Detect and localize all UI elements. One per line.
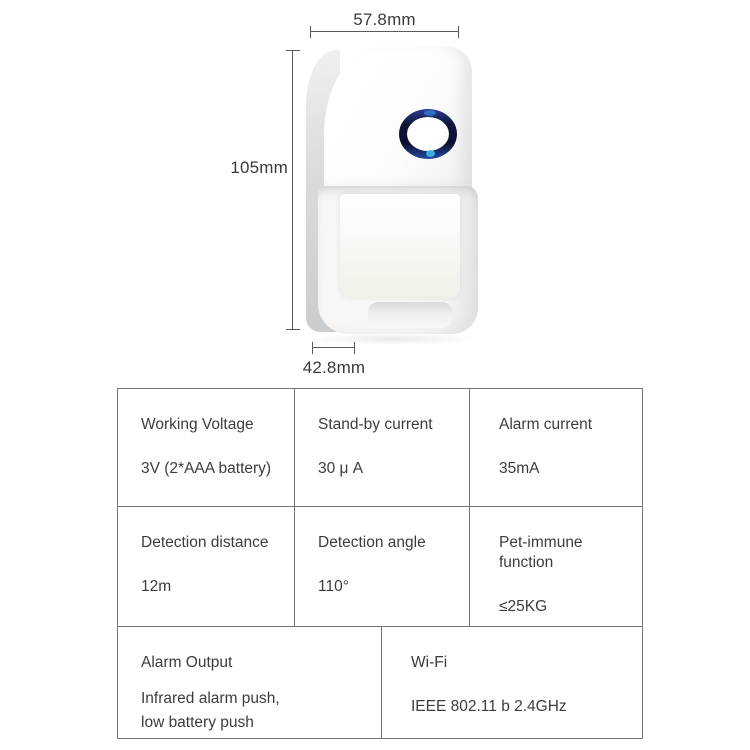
dimension-height-label: 105mm <box>230 158 288 177</box>
spec-label: Detection angle <box>318 534 426 551</box>
spec-table-row-2 <box>118 506 642 626</box>
led-glint-top <box>424 110 436 116</box>
spec-label: Alarm current <box>499 416 593 433</box>
dimension-bottom-width-line <box>312 347 355 348</box>
spec-cell-alarm-current <box>469 389 642 506</box>
spec-value: 110° <box>318 578 349 595</box>
spec-value-line-2: low battery push <box>141 714 254 731</box>
spec-cell-detection-angle <box>294 507 469 626</box>
dimension-top-width-line <box>310 31 459 32</box>
spec-label: Working Voltage <box>141 416 254 433</box>
spec-table-row-3 <box>118 626 642 738</box>
spec-label: Alarm Output <box>141 654 233 671</box>
led-glint-bottom <box>426 150 435 157</box>
spec-cell-standby-current <box>294 389 469 506</box>
spec-label: Wi-Fi <box>411 654 448 671</box>
spec-cell-working-voltage <box>118 389 294 506</box>
spec-value: IEEE 802.11 b 2.4GHz <box>411 698 567 715</box>
spec-label: Detection distance <box>141 534 269 551</box>
spec-cell-alarm-output <box>118 627 381 738</box>
spec-table <box>117 388 643 739</box>
led-indicator-center <box>407 117 449 151</box>
device-bottom-window <box>368 302 452 328</box>
spec-label: Stand-by current <box>318 416 433 433</box>
spec-value <box>141 687 373 735</box>
spec-table-row-1 <box>118 389 642 506</box>
spec-cell-wifi <box>381 627 642 738</box>
spec-cell-detection-distance <box>118 507 294 626</box>
dimension-bottom-width-label: 42.8mm <box>302 358 366 377</box>
dimension-top-width-label: 57.8mm <box>353 10 416 29</box>
spec-value: 12m <box>141 578 172 595</box>
spec-value-line-1: Infrared alarm push, <box>141 690 280 707</box>
spec-value: ≤25KG <box>499 598 548 615</box>
fresnel-lens-panel <box>340 194 460 298</box>
spec-label: Pet-immune function <box>499 534 583 571</box>
device-drop-shadow <box>312 333 476 345</box>
spec-value: 35mA <box>499 460 540 477</box>
spec-value: 3V (2*AAA battery) <box>141 460 272 477</box>
dimension-height-line <box>292 50 293 330</box>
spec-cell-pet-immune <box>469 507 642 626</box>
spec-value: 30 μ A <box>318 460 364 477</box>
